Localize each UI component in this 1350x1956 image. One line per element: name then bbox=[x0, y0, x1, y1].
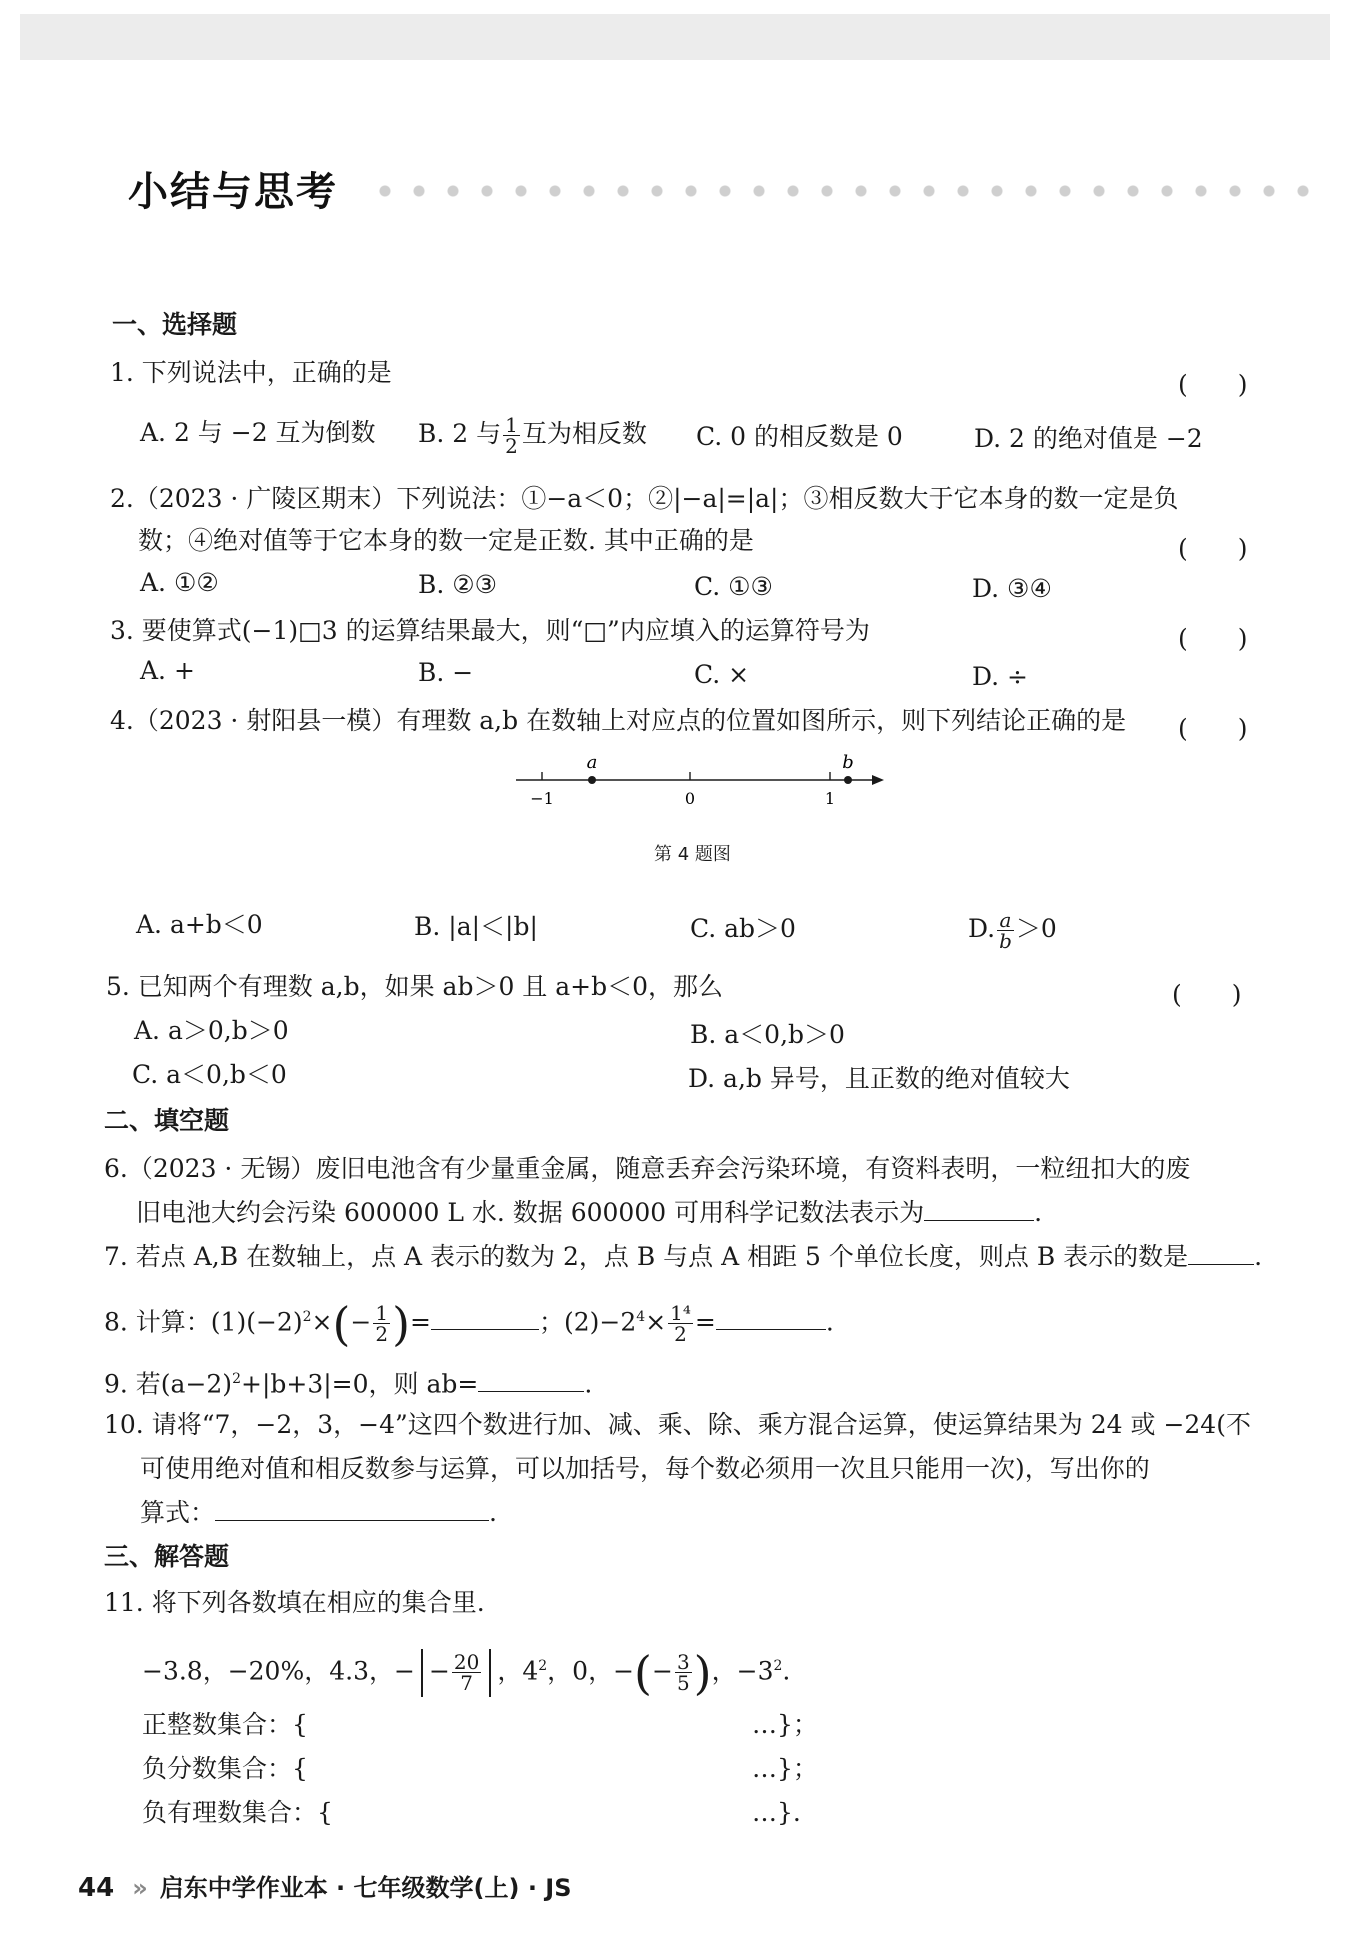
figure-caption: 第 4 题图 bbox=[654, 844, 731, 865]
q1-option-b: B. 2 与 $\frac{1}{2}$ 互为相反数 bbox=[418, 413, 647, 458]
q1-option-a: A. 2 与 −2 互为倒数 bbox=[140, 418, 376, 447]
q1-answer-paren: ( ) bbox=[1178, 370, 1248, 399]
q6-line2: 旧电池大约会污染 600000 L 水. 数据 600000 可用科学记数法表示为 . bbox=[136, 1198, 1043, 1227]
q4-answer-paren: ( ) bbox=[1178, 714, 1248, 743]
section-heading-fill: 二、填空题 bbox=[104, 1106, 230, 1135]
q5-stem: 5. 已知两个有理数 a,b，如果 ab＞0 且 a+b＜0，那么 bbox=[106, 972, 724, 1001]
title-dot-rule bbox=[368, 184, 1326, 198]
q1-option-d: D. 2 的绝对值是 −2 bbox=[974, 424, 1203, 453]
q11-stem: 11. 将下列各数填在相应的集合里. bbox=[104, 1588, 485, 1617]
q3-option-d: D. ÷ bbox=[972, 662, 1028, 691]
q5-option-c: C. a＜0,b＜0 bbox=[132, 1060, 287, 1089]
q4-stem: 4.（2023 · 射阳县一模）有理数 a,b 在数轴上对应点的位置如图所示，则下列结论正确的是 bbox=[110, 706, 1127, 735]
q6-answer-blank[interactable] bbox=[924, 1198, 1034, 1221]
top-scan-band bbox=[20, 14, 1330, 60]
q2-option-d: D. ③④ bbox=[972, 574, 1052, 603]
label-b: b bbox=[842, 752, 854, 773]
q10-line2: 可使用绝对值和相反数参与运算，可以加括号，每个数必须用一次且只能用一次)，写出你的 bbox=[140, 1454, 1150, 1483]
q8-line: 8. 计算：$(1)(-2)^2\times(-$ $\frac{1}{2}$ )= ；$(2)-2^4\times$ $\frac{\text{1⁴}}{2}$ = . bbox=[104, 1296, 834, 1351]
q9-answer-blank[interactable] bbox=[478, 1369, 584, 1392]
point-a bbox=[588, 776, 596, 784]
point-b bbox=[844, 776, 852, 784]
q2-line2: 数；④绝对值等于它本身的数一定是正数. 其中正确的是 bbox=[138, 526, 754, 555]
chevron-right-icon: » bbox=[132, 1874, 148, 1902]
q2-option-c: C. ①③ bbox=[694, 572, 773, 601]
number-line-arrow bbox=[872, 775, 884, 785]
q2-answer-paren: ( ) bbox=[1178, 534, 1248, 563]
q3-option-a: A. + bbox=[140, 656, 195, 685]
page-title: 小结与思考 bbox=[128, 169, 338, 215]
q2-line1: 2.（2023 · 广陵区期末）下列说法：①−a＜0；②|−a|=|a|；③相反数大于它本身的数一定是负 bbox=[110, 484, 1179, 513]
q3-option-c: C. × bbox=[694, 660, 750, 689]
q2-option-b: B. ②③ bbox=[418, 570, 498, 599]
tick-label-minus-one: −1 bbox=[530, 789, 554, 808]
set-negative-fractions-label: 负分数集合：{ bbox=[142, 1754, 308, 1783]
label-a: a bbox=[586, 752, 598, 773]
section-heading-choice: 一、选择题 bbox=[112, 310, 238, 339]
q3-option-b: B. − bbox=[418, 658, 474, 687]
q1-stem: 1. 下列说法中，正确的是 bbox=[110, 358, 392, 387]
q10-answer-blank[interactable] bbox=[215, 1498, 489, 1521]
q4-option-c: C. ab＞0 bbox=[690, 914, 796, 943]
tick-label-zero: 0 bbox=[684, 789, 696, 808]
set-positive-integers-end: …}； bbox=[752, 1710, 818, 1739]
page-number: 44 bbox=[78, 1873, 115, 1903]
q10-line3: 算式： . bbox=[140, 1498, 497, 1527]
set-negative-rationals-label: 负有理数集合：{ bbox=[142, 1798, 333, 1827]
tick-label-one: 1 bbox=[824, 789, 836, 808]
q4-option-b: B. |a|＜|b| bbox=[414, 912, 538, 941]
section-heading-solve: 三、解答题 bbox=[104, 1542, 230, 1571]
q5-option-a: A. a＞0,b＞0 bbox=[134, 1016, 289, 1045]
page-footer bbox=[78, 1868, 572, 1903]
q7-text: 7. 若点 A,B 在数轴上，点 A 表示的数为 2，点 B 与点 A 相距 5 个单位长度，则点 B 表示的数是 . bbox=[104, 1242, 1263, 1271]
q5-option-d: D. a,b 异号，且正数的绝对值较大 bbox=[688, 1064, 1070, 1093]
set-positive-integers-label: 正整数集合：{ bbox=[142, 1710, 308, 1739]
q8-answer-blank-2[interactable] bbox=[716, 1307, 826, 1330]
q3-stem: 3. 要使算式(−1)□3 的运算结果最大，则“□”内应填入的运算符号为 bbox=[110, 616, 870, 645]
book-title: 启东中学作业本 · 七年级数学(上) · JS bbox=[159, 1874, 572, 1902]
q9-line: 9. 若$(a-2)^2+|b+3|=0$，则 ab= . bbox=[104, 1369, 593, 1399]
q2-option-a: A. ①② bbox=[140, 568, 219, 597]
q4-option-d: D. $\frac{a}{b}$ ＞0 bbox=[968, 908, 1057, 953]
q5-answer-paren: ( ) bbox=[1172, 980, 1242, 1009]
set-negative-fractions-end: …}； bbox=[752, 1754, 818, 1783]
set-negative-rationals-end: …}. bbox=[752, 1798, 801, 1827]
q7-answer-blank[interactable] bbox=[1188, 1242, 1254, 1265]
q5-option-b: B. a＜0,b＞0 bbox=[690, 1020, 845, 1049]
number-line-figure bbox=[500, 748, 900, 818]
q8-answer-blank-1[interactable] bbox=[431, 1307, 539, 1330]
q10-line1: 10. 请将“7，−2，3，−4”这四个数进行加、减、乘、除、乘方混合运算，使运算结果为 24 或 −24(不 bbox=[104, 1410, 1251, 1439]
q1-option-c: C. 0 的相反数是 0 bbox=[696, 422, 903, 451]
q4-option-a: A. a+b＜0 bbox=[136, 910, 263, 939]
q6-line1: 6.（2023 · 无锡）废旧电池含有少量重金属，随意丢弃会污染环境，有资料表明，一粒纽扣大的废 bbox=[104, 1154, 1191, 1183]
q11-numbers: −3.8，−20%，4.3，− − $\frac{20}{7}$ ，$4^2$，0，−(− $\frac{3}{5}$ )，$-3^2$. bbox=[142, 1645, 791, 1700]
q3-answer-paren: ( ) bbox=[1178, 624, 1248, 653]
